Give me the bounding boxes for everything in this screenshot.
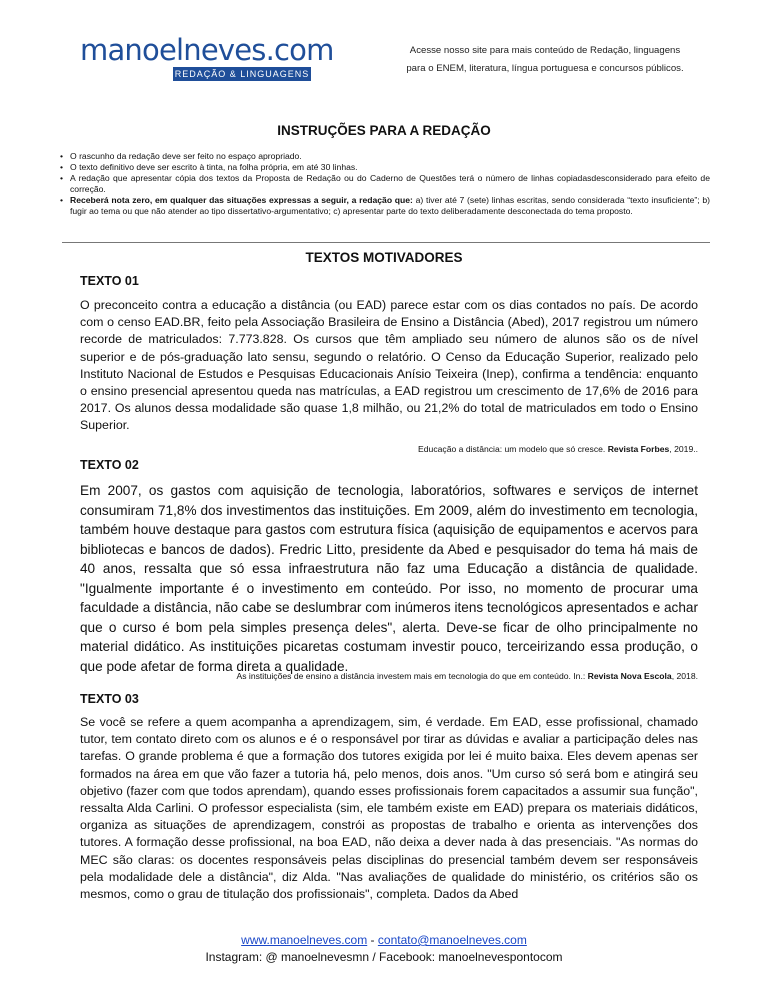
instruction-item: • O texto definitivo deve ser escrito à tinta, na folha própria, em até 30 linhas. (60, 162, 710, 173)
logo-tagline: REDAÇÃO & LINGUAGENS (174, 69, 310, 79)
source-end: , 2018. (671, 671, 698, 681)
instruction-item: • A redação que apresentar cópia dos textos da Proposta de Redação ou do Caderno de Questões terá o número de linhas copiadasdesconsiderado para efeito de correção. (60, 173, 710, 195)
footer (0, 932, 768, 966)
instruction-item-bold: Receberá nota zero, em qualquer das situações expressas a seguir, a redação que: (70, 195, 413, 205)
logo-wordmark: manoelneves.com (80, 33, 334, 67)
texto-01-body: O preconceito contra a educação a distância (ou EAD) parece estar com os dias contados no país. De acordo com o censo EAD.BR, feito pela Associação Brasileira de Ensino a Distância (Abed), 2017 registrou um número recorde de matriculados: 7.773.828. Os cursos que têm ampliado seu número de alunos são os de nível superior e de pós-graduação lato sensu, segundo o relatório. O Censo da Educação Superior, realizado pelo Instituto Nacional de Estudos e Pesquisas Educacionais Anísio Teixeira (Inep), confirma a tendência: enquanto o ensino presencial apresentou queda nas matrículas, a EAD registrou um crescimento de 17,6% de 2016 para 2017. Os alunos dessa modalidade são quase 1,8 milhão, ou 21,2% do total de matriculados em todo o Ensino Superior. (80, 298, 698, 433)
texto-01-source (418, 444, 698, 454)
texto-03-label: TEXTO 03 (80, 692, 139, 706)
site-note-line-2: para o ENEM, literatura, língua portuguesa e concursos públicos. (406, 63, 684, 74)
texto-02-label: TEXTO 02 (80, 458, 139, 472)
source-end: , 2019.. (669, 444, 698, 454)
texto-03-body: Se você se refere a quem acompanha a aprendizagem, sim, é verdade. Em EAD, esse profissional, chamado tutor, tem contato direto com os alunos e é o responsável por tirar as dúvidas e avaliar a participação deles nas tarefas. O grande problema é que a formação dos tutores exigida por lei é muito baixa. Eles devem apenas ser formados na área em que vão fazer a tutoria há, pelo menos, dois anos. "Um curso só será bom e atingirá seu objetivo (fazer com que todos aprendam), quando esses profissionais forem capacitados a assumir sua função", ressalta Alda Carlini. O professor especialista (sim, ele também existe em EAD) prepara os materiais didáticos, organiza as situações de aprendizagem, constrói as propostas de trabalho e orienta as intervenções dos tutores. A formação desse profissional, na boa EAD, não deixa a dever nada à das presenciais. "As normas do MEC são claras: os docentes responsáveis pelas disciplinas do presencial também devem ser responsáveis pela modalidade dele a distância", diz Alda. "Nas avaliações de qualidade do ministério, os critérios são os mesmos, como o grau de titulação dos profissionais", completa. Dados da Abed (80, 715, 698, 902)
email-link[interactable]: contato@manoelneves.com (377, 933, 527, 947)
source-publication: Revista Nova Escola (587, 671, 672, 681)
footer-separator: - (367, 933, 378, 947)
instructions-title: INSTRUÇÕES PARA A REDAÇÃO (277, 123, 491, 138)
instruction-item: • O rascunho da redação deve ser feito no espaço apropriado. (60, 151, 710, 162)
texto-02-body: Em 2007, os gastos com aquisição de tecnologia, laboratórios, softwares e serviços de internet consumiram 71,8% dos investimentos das instituições. Em 2009, além do investimento em tecnologia, também houve destaque para gastos com estrutura física (aquisição de equipamentos e acervos para bibliotecas e bancos de dados). Fredric Litto, presidente da Abed e pesquisador do tema há mais de 40 anos, ressalta que só essa infraestrutura não faz uma Educação a distância de qualidade. "Igualmente importante é o investimento em conteúdo. Por isso, no momento de procurar uma faculdade a distância, não cabe se deslumbrar com inúmeros itens tecnológicos apresentados e achar que o curso é bom pela simples presença deles", alerta. Deve-se ficar de olho principalmente no material didático. As instituições picaretas costumam investir pouco, terceirizando essa produção, o que pode afetar de forma direta a qualidade. (80, 483, 698, 674)
source-publication: Revista Forbes (607, 444, 670, 454)
instruction-item (60, 195, 710, 217)
texto-02-source (237, 671, 698, 681)
motivadores-title: TEXTOS MOTIVADORES (305, 250, 463, 265)
footer-social: Instagram: @ manoelnevesmn / Facebook: manoelnevespontocom (205, 950, 563, 964)
instructions-list (60, 151, 710, 217)
site-link[interactable]: www.manoelneves.com (241, 933, 368, 947)
source-text: Educação a distância: um modelo que só cresce. (418, 444, 608, 454)
texto-01-label: TEXTO 01 (80, 274, 139, 288)
footer-links (0, 932, 768, 949)
instruction-item-rest: a) tiver até 7 (sete) linhas escritas, sendo considerada “texto insuficiente”; b) fugir ao tema ou que não atender ao tipo dissertativo-argumentativo; c) apresentar parte do texto deliberadamente desconectada do tema proposto. (70, 195, 710, 216)
site-note (380, 42, 710, 78)
section-divider (62, 242, 710, 243)
site-note-line-1: Acesse nosso site para mais conteúdo de Redação, linguagens (409, 45, 681, 56)
site-logo[interactable] (80, 33, 334, 81)
source-text: As instituições de ensino a distância investem mais em tecnologia do que em conteúdo. In.: (236, 671, 588, 681)
